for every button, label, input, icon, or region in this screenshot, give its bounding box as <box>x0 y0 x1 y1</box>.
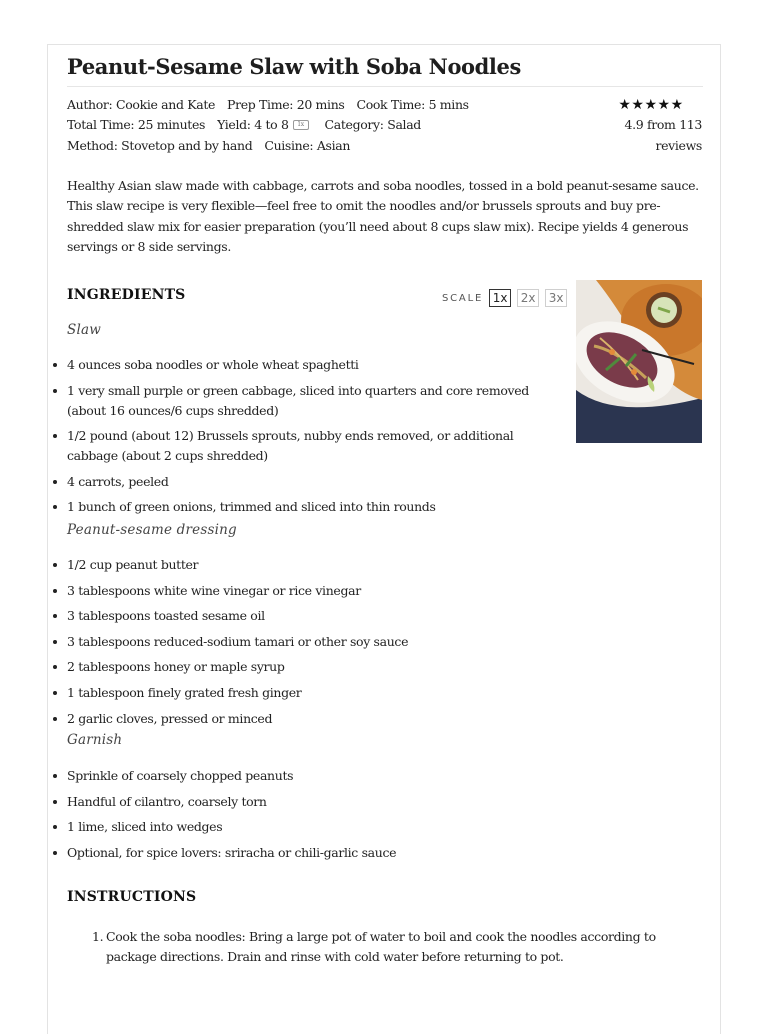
meta-total-time: Total Time: 25 minutes <box>67 117 206 133</box>
ingredient-item: Handful of cilantro, coarsely torn <box>67 792 697 812</box>
ingredient-item: 1/2 cup peanut butter <box>67 555 697 575</box>
ingredient-item: 4 ounces soba noodles or whole wheat spaghetti <box>67 355 567 375</box>
meta-author: Author: Cookie and Kate <box>67 97 216 112</box>
meta-yield: Yield: 4 to 8 <box>217 117 289 133</box>
ingredient-list-garnish <box>67 766 697 868</box>
ingredient-item: 2 garlic cloves, pressed or minced <box>67 709 697 729</box>
instruction-step-number: 1. <box>92 929 104 944</box>
meta-cook-time: Cook Time: 5 mins <box>356 97 469 112</box>
yield-scale-icon[interactable]: 1x <box>293 120 309 130</box>
instructions-list <box>92 927 706 968</box>
ingredient-item: 1 lime, sliced into wedges <box>67 817 697 837</box>
ingredient-group-heading: Slaw <box>67 322 101 338</box>
meta-prep-time: Prep Time: 20 mins <box>227 97 345 112</box>
ingredient-item: 3 tablespoons toasted sesame oil <box>67 606 697 626</box>
meta-category: Category: Salad <box>324 117 421 133</box>
rating-summary: 4.9 from 113 reviews <box>624 117 702 153</box>
instruction-step <box>92 927 706 968</box>
ingredient-item: 1 bunch of green onions, trimmed and sliced into thin rounds <box>67 497 567 517</box>
ingredient-item: Sprinkle of coarsely chopped peanuts <box>67 766 697 786</box>
recipe-photo <box>576 280 702 443</box>
ingredient-list-slaw <box>67 355 567 523</box>
scale-2x-button[interactable]: 2x <box>517 289 539 307</box>
rating-block <box>580 95 702 156</box>
recipe-description: Healthy Asian slaw made with cabbage, carrots and soba noodles, tossed in a bold peanut-sesame sauce. This slaw recipe is very flexible—feel free to omit the noodles and/or brussels sprouts and buy pre-shredded slaw mix for easier preparation (you’ll need about 8 cups slaw mix). Recipe yields 4 generous servings or 8 side servings. <box>67 178 699 254</box>
scale-1x-button[interactable]: 1x <box>489 289 511 307</box>
scale-3x-button[interactable]: 3x <box>545 289 567 307</box>
scale-label: SCALE <box>442 292 484 304</box>
ingredient-item: Optional, for spice lovers: sriracha or chili-garlic sauce <box>67 843 697 863</box>
ingredients-heading: INGREDIENTS <box>67 287 186 303</box>
ingredient-item: 1 very small purple or green cabbage, sliced into quarters and core removed (about 16 ounces/6 cups shredded) <box>67 381 567 421</box>
ingredient-group-heading: Peanut-sesame dressing <box>67 522 237 538</box>
ingredient-item: 2 tablespoons honey or maple syrup <box>67 657 697 677</box>
ingredient-item: 1 tablespoon finely grated fresh ginger <box>67 683 697 703</box>
recipe-photo-illustration <box>576 280 702 443</box>
ingredient-item: 4 carrots, peeled <box>67 472 567 492</box>
ingredient-item: 1/2 pound (about 12) Brussels sprouts, nubby ends removed, or additional cabbage (about 2 cups shredded) <box>67 426 567 466</box>
recipe-title: Peanut-Sesame Slaw with Soba Noodles <box>67 54 703 87</box>
instruction-step-text: Cook the soba noodles: Bring a large pot of water to boil and cook the noodles according to package directions. Drain and rinse with cold water before returning to pot. <box>106 929 656 965</box>
ingredient-item: 3 tablespoons reduced-sodium tamari or other soy sauce <box>67 632 697 652</box>
scale-control <box>442 287 567 309</box>
meta-method: Method: Stovetop and by hand <box>67 137 253 153</box>
star-rating[interactable]: ★★★★★ <box>618 97 684 113</box>
meta-cuisine: Cuisine: Asian <box>264 137 351 153</box>
recipe-meta <box>67 95 587 156</box>
ingredient-group-heading: Garnish <box>67 732 123 748</box>
ingredient-list-dressing <box>67 555 697 734</box>
ingredient-item: 3 tablespoons white wine vinegar or rice vinegar <box>67 581 697 601</box>
instructions-heading: INSTRUCTIONS <box>67 889 197 905</box>
